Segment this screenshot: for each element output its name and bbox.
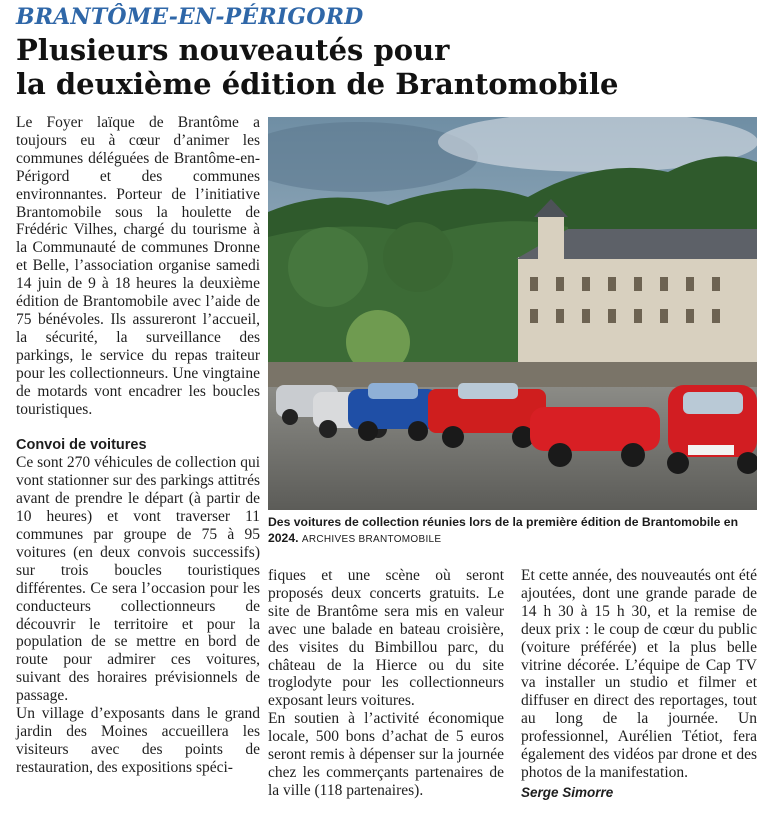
photo-credit: ARCHIVES BRANTOMOBILE [301, 534, 442, 545]
photo-caption [268, 514, 757, 548]
article-column-2 [268, 567, 504, 800]
classic-cars-illustration [268, 117, 757, 510]
article-headline [16, 33, 766, 101]
caption-text: Des voitures de collection réunies lors de la première édition de Brantomobile en 2024. [268, 515, 739, 545]
author-signature: Serge Simorre [521, 784, 614, 800]
article-column-3 [521, 567, 757, 802]
section-kicker: BRANTÔME-EN-PÉRIGORD [16, 4, 364, 30]
paragraph-site: fiques et une scène où seront proposés deux concerts gratuits. Le site de Brantôme sera mis en valeur avec une balade en bateau croisière, des visites du Bimbillou parc, du château de la Hierce ou du site troglodyte pour les collectionneurs exposant leurs voitures. [268, 567, 504, 710]
article-column-1 [16, 114, 260, 777]
article-photo [268, 117, 757, 510]
paragraph-convoy: Ce sont 270 véhicules de collection qui vont stationner sur des parkings attitrés avant de prendre le départ (à partir de 10 heures) et vont traverser 11 communes par groupe de 75 à 95 voitures (en deux convois successifs) sur trois boucles touristiques différentes. Ce sera l’occasion pour les conducteurs collectionneurs de découvrir le territoire et pour la population de se mettre en bord de route pour admirer ces voitures, suivant des horaires prévisionnels de passage. [16, 454, 260, 705]
headline-line-2: la deuxième édition de Brantomobile [16, 67, 619, 101]
paragraph-intro: Le Foyer laïque de Brantôme a toujours eu à cœur d’animer les communes déléguées de Brantôme-en-Périgord et des communes environnantes. Porteur de l’initiative Brantomobile sous la houlette de Frédéric Vilhes, chargé du tourisme à la Communauté de communes Dronne et Belle, l’association organise samedi 14 juin de 9 à 18 heures la deuxième édition de Brantomobile avec l’aide de 75 bénévoles. Ils assureront l’accueil, la sécurité, la surveillance des parkings, le service du repas traiteur pour les collectionneurs. Une vingtaine de motards vont encadrer les boucles touristiques. [16, 114, 260, 418]
paragraph-support: En soutien à l’activité économique locale, 500 bons d’achat de 5 euros seront remis à dépenser sur la journée chez les commerçants partenaires de la ville (118 partenaires). [268, 710, 504, 799]
subheading: Convoi de voitures [16, 437, 147, 454]
paragraph-news: Et cette année, des nouveautés ont été ajoutées, dont une grande parade de 14 h 30 à 15 h 30, et la remise de deux prix : le coup de cœur du public (voiture préférée) et la plus belle vitrine décorée. L’équipe de Cap TV va installer un studio et filmer et diffuser en direct des reportages, tout au long de la journée. Un professionnel, Aurélien Tétiot, fera également des vidéos par drone et des photos de la manifestation. [521, 567, 757, 781]
headline-line-1: Plusieurs nouveautés pour [16, 33, 450, 67]
paragraph-village: Un village d’exposants dans le grand jardin des Moines accueillera les visiteurs avec des points de restauration, des expositions spéci- [16, 705, 260, 776]
